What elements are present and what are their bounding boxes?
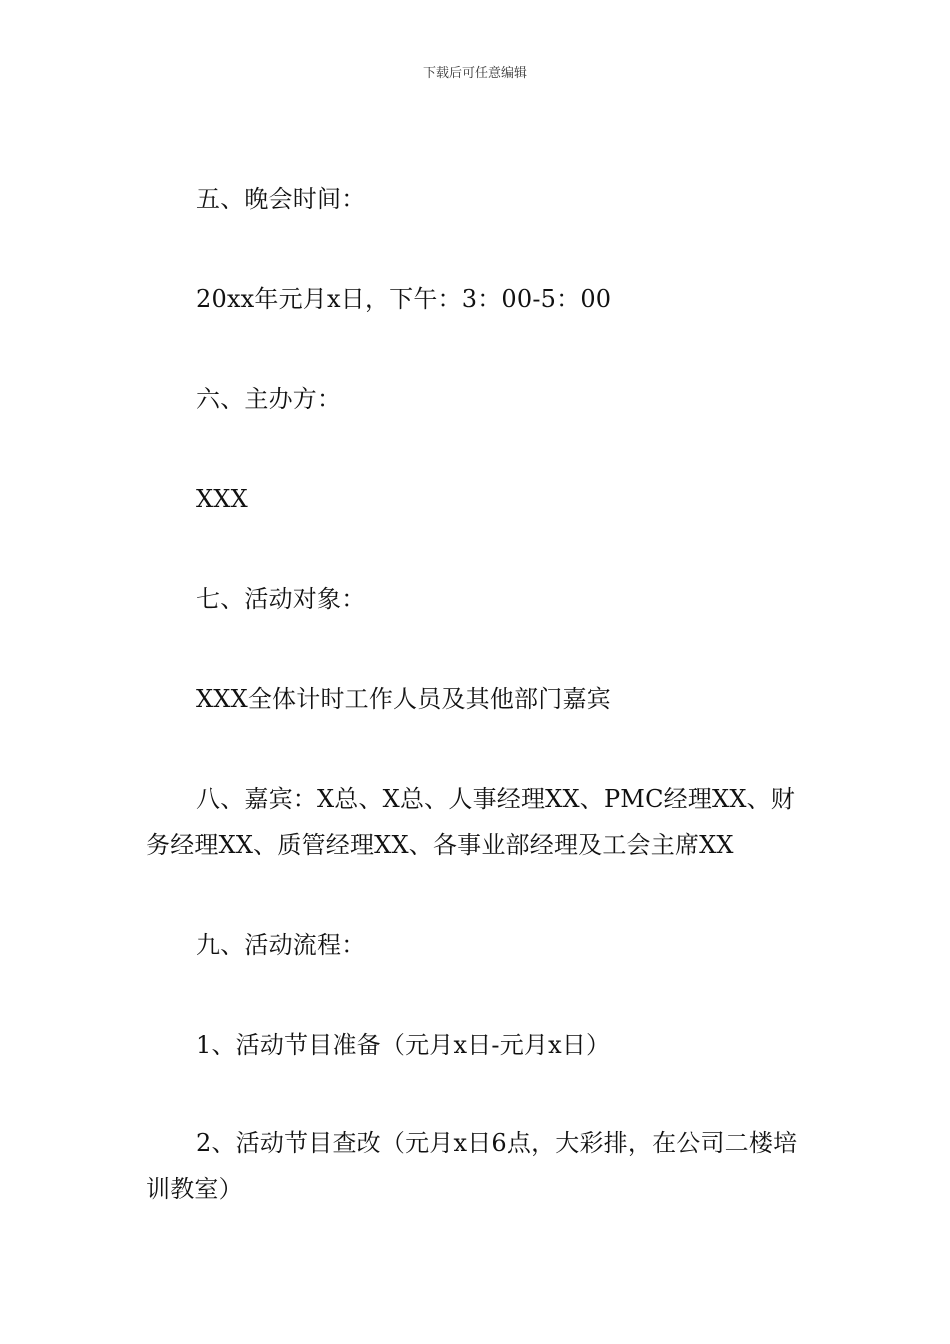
section-7-heading: 七、活动对象：	[196, 585, 366, 613]
page-header-note: 下载后可任意编辑	[422, 66, 527, 81]
section-9-heading: 九、活动流程：	[196, 931, 366, 959]
flow-step-2: 2、活动节目查改（元月x日6点，大彩排，在公司二楼培训教室）	[146, 1129, 798, 1203]
section-6-heading: 六、主办方：	[196, 385, 342, 413]
audience-text: XXX全体计时工作人员及其他部门嘉宾	[196, 685, 611, 713]
guests-paragraph: 八、嘉宾：X总、X总、人事经理XX、PMC经理XX、财务经理XX、质管经理XX、各事业部经理及工会主席XX	[146, 785, 796, 859]
section-5-heading: 五、晚会时间：	[196, 185, 366, 213]
flow-step-1: 1、活动节目准备（元月x日-元月x日）	[196, 1031, 611, 1059]
party-time-text: 20xx年元月x日，下午：3：00-5：00	[196, 285, 612, 313]
organizer-text: XXX	[196, 485, 248, 513]
